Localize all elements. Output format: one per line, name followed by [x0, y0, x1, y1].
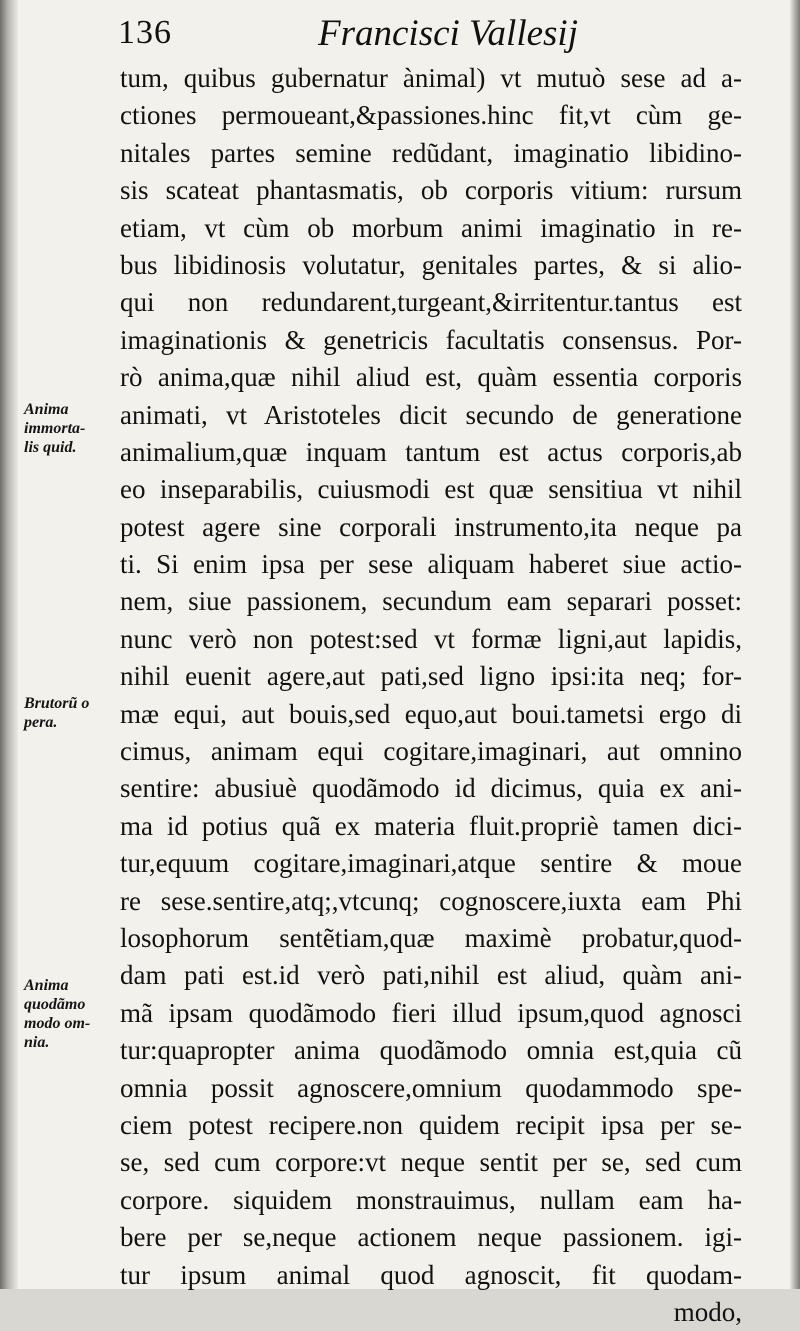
marginal-line: nia. — [24, 1034, 50, 1051]
text-line: losophorum sentẽtiam,quæ maximè probatur,quod- — [120, 922, 742, 953]
text-line: mæ equi, aut bouis,sed equo,aut boui.tametsi ergo di — [120, 698, 742, 729]
marginal-line: lis quid. — [24, 439, 77, 456]
body-text — [120, 60, 742, 1331]
text-line: bere per se,neque actionem neque passionem. igi- — [120, 1222, 742, 1253]
text-line: animati, vt Aristoteles dicit secundo de generatione — [120, 399, 742, 430]
marginal-line: Anima — [24, 401, 69, 418]
text-line: ciem potest recipere.non quidem recipit ipsa per se- — [120, 1109, 742, 1140]
text-line: ctiones permoueant,&passiones.hinc fit,vt cùm ge- — [120, 100, 742, 131]
text-line: nunc verò non potest:sed vt formæ ligni,aut lapidis, — [120, 623, 742, 654]
text-line: ma id potius quã ex materia fluit.propriè tamen dici- — [120, 810, 742, 841]
text-line: imaginationis & genetricis facultatis consensus. Por- — [120, 324, 742, 355]
text-line: etiam, vt cùm ob morbum animi imaginatio in re- — [120, 212, 742, 243]
text-line: nitales partes semine redũdant, imaginatio libidino- — [120, 137, 742, 168]
text-line: tum, quibus gubernatur ànimal) vt mutuò sese ad a- — [120, 63, 742, 93]
text-line: cimus, animam equi cogitare,imaginari, aut omnino — [120, 736, 742, 767]
text-line: re sese.sentire,atq;,vtcunq; cognoscere,iuxta eam Phi — [120, 885, 742, 916]
page-number: 136 — [118, 14, 172, 51]
running-head: Francisci Vallesij — [318, 13, 578, 54]
marginal-note-anima-immortalis — [24, 400, 124, 457]
marginal-line: pera. — [24, 714, 58, 731]
marginal-line: immorta- — [24, 420, 86, 437]
text-line: tur:quapropter anima quodãmodo omnia est,quia cũ — [120, 1035, 742, 1066]
text-line: tur,equum cogitare,imaginari,atque sentire & moue — [120, 848, 742, 879]
text-line: sis scateat phantasmatis, ob corporis vitium: rursum — [120, 175, 742, 206]
text-line: se, sed cum corpore:vt neque sentit per se, sed cum — [120, 1147, 742, 1178]
text-line: eo inseparabilis, cuiusmodi est quæ sensitiua vt nihil — [120, 474, 742, 505]
text-line: omnia possit agnoscere,omnium quodammodo spe- — [120, 1072, 742, 1103]
marginal-line: Brutorũ o — [24, 695, 90, 712]
text-line: tur ipsum animal quod agnoscit, fit quodam- — [120, 1259, 742, 1290]
text-line: potest agere sine corporali instrumento,ita neque pa — [120, 511, 742, 542]
catchword-line: modo, — [673, 1296, 742, 1327]
marginal-line: Anima — [24, 977, 69, 994]
text-line: qui non redundarent,turgeant,&irritentur.tantus est — [120, 287, 742, 318]
text-line: ti. Si enim ipsa per sese aliquam haberet siue actio- — [120, 549, 742, 580]
text-line: dam pati est.id verò pati,nihil est aliud, quàm ani- — [120, 960, 742, 991]
text-line: sentire: abusiuè quodãmodo id dicimus, quia ex ani- — [120, 773, 742, 804]
marginal-line: modo om- — [24, 1015, 91, 1032]
marginal-note-anima-omnia — [24, 976, 124, 1052]
page-header — [118, 10, 758, 56]
text-line: mã ipsam quodãmodo fieri illud ipsum,quod agnosci — [120, 997, 742, 1028]
text-line: corpore. siquidem monstrauimus, nullam eam ha- — [120, 1184, 742, 1215]
text-line: rò anima,quæ nihil aliud est, quàm essentia corporis — [120, 362, 742, 393]
text-line: animalium,quæ inquam tantum est actus corporis,ab — [120, 436, 742, 467]
marginal-note-brutorum-opera — [24, 694, 124, 732]
text-line: bus libidinosis volutatur, genitales partes, & si alio- — [120, 249, 742, 280]
marginal-line: quodãmo — [24, 996, 86, 1013]
text-line: nihil euenit agere,aut pati,sed ligno ipsi:ita neq; for- — [120, 661, 742, 692]
text-line: nem, siue passionem, secundum eam separari posset: — [120, 586, 742, 617]
